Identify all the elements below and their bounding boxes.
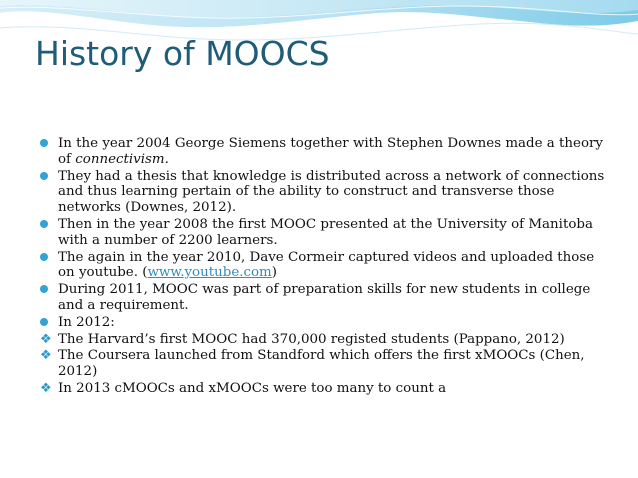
diamond-bullet-icon: ❖ — [40, 348, 52, 364]
slide-title: History of MOOCS — [35, 34, 330, 73]
list-item — [38, 136, 613, 168]
circle-bullet-icon — [40, 282, 48, 298]
list-item — [38, 332, 613, 348]
list-item — [38, 250, 613, 282]
bullet-text: The Coursera launched from Standford which offers the first xMOOCs (Chen, 2012) — [58, 348, 585, 380]
circle-bullet-icon — [40, 217, 48, 233]
bullet-text: In the year 2004 George Siemens together with Stephen Downes made a theory of — [58, 136, 603, 167]
circle-bullet-icon — [40, 250, 48, 266]
bullet-text: They had a thesis that knowledge is distributed across a network of connections and thus learning pertain of the ability to construct and transverse those networks (Downes, 2012). — [58, 168, 605, 216]
circle-bullet-icon — [40, 136, 48, 152]
list-item — [38, 169, 613, 216]
bullet-text: The again in the year 2010, Dave Cormeir captured videos and uploaded those on youtube. ( — [58, 249, 595, 281]
youtube-link[interactable]: www.youtube.com — [147, 265, 272, 281]
diamond-bullet-icon: ❖ — [40, 331, 52, 347]
bullet-text: Then in the year 2008 the first MOOC presented at the University of Manitoba with a number of 2200 learners. — [58, 216, 593, 248]
bullet-text: The Harvard’s first MOOC had 370,000 registed students (Pappano, 2012) — [58, 331, 565, 347]
bullet-text: In 2013 cMOOCs and xMOOCs were too many to count a — [58, 380, 447, 396]
bullet-text: During 2011, MOOC was part of preparation skills for new students in college and a requirement. — [58, 282, 591, 313]
list-item — [38, 217, 613, 249]
bullet-text: In 2012: — [58, 314, 115, 330]
list-item — [38, 348, 613, 380]
list-item — [38, 315, 613, 331]
bullet-list — [38, 136, 613, 398]
circle-bullet-icon — [40, 169, 48, 185]
list-item — [38, 282, 613, 314]
bullet-text-after: ) — [271, 265, 277, 281]
bullet-italic-text: connectivism. — [75, 151, 169, 167]
circle-bullet-icon — [40, 315, 48, 331]
list-item — [38, 381, 613, 397]
diamond-bullet-icon: ❖ — [40, 380, 52, 396]
